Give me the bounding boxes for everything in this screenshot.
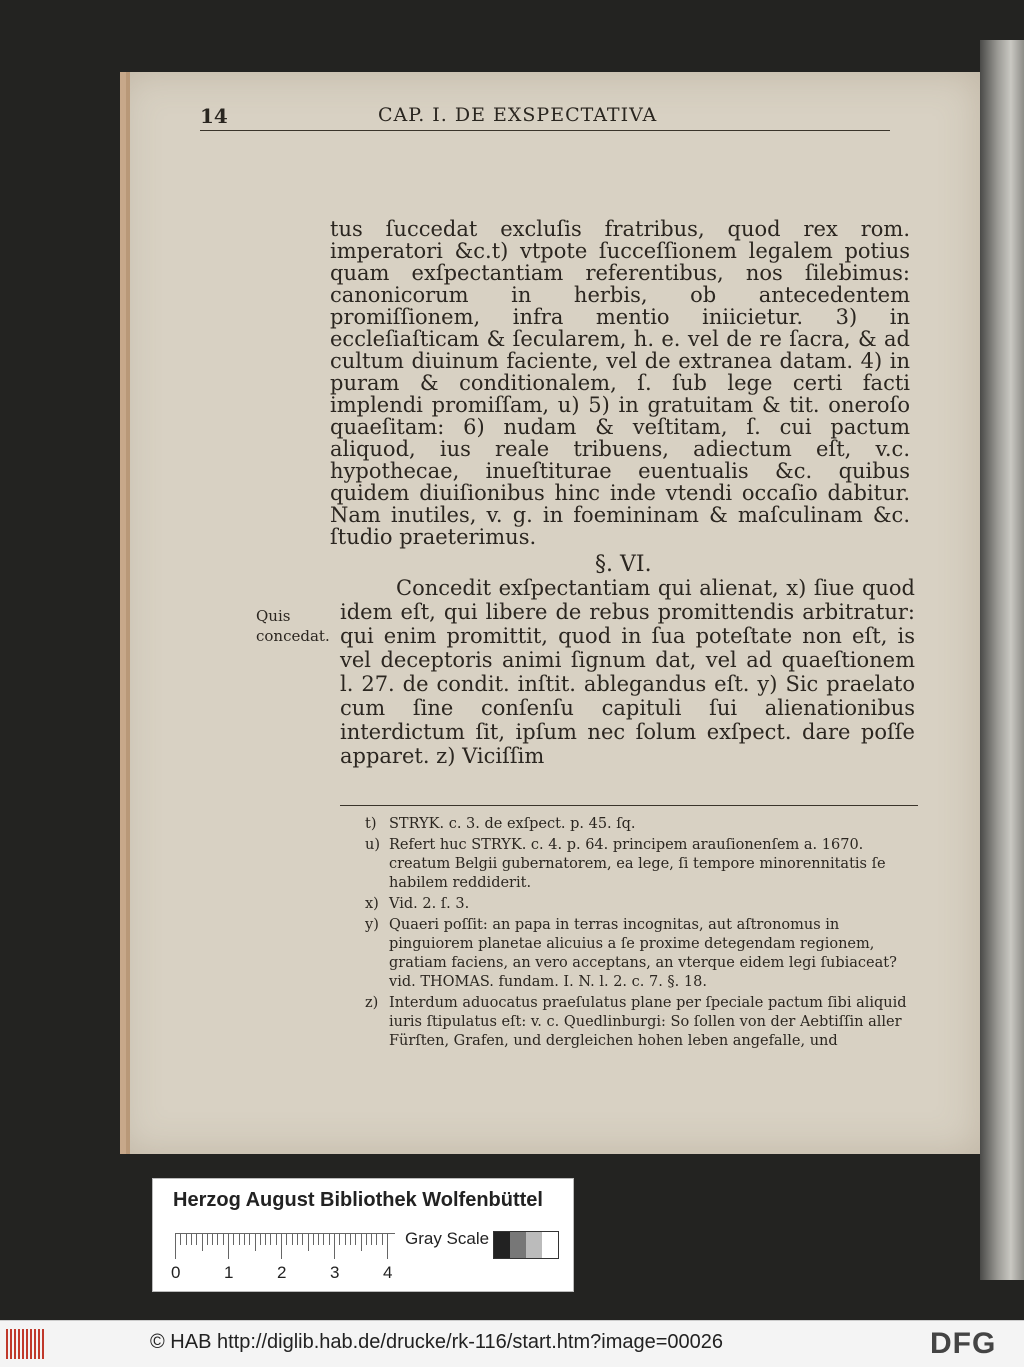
footnote-label: z) [365, 995, 379, 1011]
viewer-footer [0, 1320, 1024, 1367]
ruler-tick [302, 1233, 303, 1245]
footnote-label: x) [365, 896, 379, 912]
ruler-tick [196, 1233, 197, 1245]
main-paragraph-2: Concedit exſpectantiam qui alienat, x) ſiue quod idem eſt, qui libere de rebus promittendis arbitratur: qui enim promittit, quod in ſua poteſtate non eſt, is vel deceptoris animi ſignum dat, vel ad quaeſtionem l. 27. de condit. inſtit. ablegandus eſt. y) Sic praelato cum ſine conſenſu capituli ſui alienationibus interdictum ſit, ipſum nec ſolum exſpect. dare poſſe apparet. z) Viciſſim [340, 576, 915, 768]
footnote [365, 815, 920, 834]
ruler-tick [223, 1233, 224, 1245]
ruler-label: 3 [330, 1263, 340, 1282]
ruler-tick [270, 1233, 271, 1245]
page-number: 14 [200, 104, 228, 128]
ruler-tick [212, 1233, 213, 1245]
footnote-label: u) [365, 837, 380, 853]
copyright-link[interactable]: © HAB http://diglib.hab.de/drucke/rk-116/start.htm?image=00026 [150, 1331, 724, 1353]
ruler-label: 1 [224, 1263, 234, 1282]
ruler-tick [318, 1233, 319, 1245]
ruler-tick [308, 1233, 309, 1251]
ruler-tick [244, 1233, 245, 1245]
margin-note: Quis concedat. [256, 607, 330, 645]
footnote [365, 895, 920, 914]
ruler-tick [202, 1233, 203, 1251]
dfg-logo: DFG [930, 1327, 997, 1360]
footnote [365, 916, 920, 992]
ruler-tick [371, 1233, 372, 1245]
ruler-tick [297, 1233, 298, 1245]
footnote-text: Refert huc STRYK. c. 4. p. 64. principem arauſionenſem a. 1670. creatum Belgii gubernatorem, ea lege, ſi tempore minorennitatis ſe habilem reddiderit. [389, 837, 886, 891]
ruler-tick [387, 1233, 388, 1259]
ruler-tick [350, 1233, 351, 1245]
footnotes [365, 815, 920, 1053]
running-head [200, 104, 890, 128]
ruler-tick [329, 1233, 330, 1245]
ruler-tick [313, 1233, 314, 1245]
chapter-title: CAP. I. DE EXSPECTATIVA [378, 104, 658, 126]
ruler-tick [345, 1233, 346, 1245]
ruler-tick [217, 1233, 218, 1245]
ruler-tick [276, 1233, 277, 1245]
paragraph-text: tus ſuccedat excluſis fratribus, quod rex rom. imperatori &c.t) vtpote ſucceſſionem legalem potius quam exſpectantiam referentibus, nos ſilebimus: canonicorum in herbis, ob antecedentem promiſſionem, infra mentio iniicietur. 3) in eccleſiaſticam & ſecularem, h. e. vel de re ſacra, & ad cultum diuinum faciente, vel de extranea datam. 4) in puram & conditionalem, ſ. ſub lege certi facti implendi promiſſam, u) 5) in gratuitam & tit. oneroſo quaeſitam: 6) nudam & veſtitam, ſ. cui pactum aliquod, ius reale tribuens, adiectum eſt, v.c. hypothecae, inueſtiturae euentualis &c. quibus quidem diuiſionibus hinc inde vtendi occaſio dabitur. Nam inutiles, v. g. in foemininam & maſculinam &c. ſtudio praeterimus. [330, 217, 910, 549]
footnote-label: y) [365, 917, 379, 933]
ruler-tick [334, 1233, 335, 1259]
ruler-tick [292, 1233, 293, 1245]
ruler-tick [255, 1233, 256, 1251]
gray-swatches [493, 1231, 559, 1259]
footnote-rule [340, 805, 918, 806]
ruler-tick [249, 1233, 250, 1245]
ruler-tick [366, 1233, 367, 1245]
ruler-tick [186, 1233, 187, 1245]
footnote [365, 994, 920, 1051]
footnote-text: STRYK. c. 3. de exſpect. p. 45. ſq. [389, 816, 636, 832]
ruler-tick [191, 1233, 192, 1245]
gray-swatch [510, 1232, 526, 1258]
gray-swatch [494, 1232, 510, 1258]
scan-edge-strip [980, 40, 1024, 1280]
ruler-baseline [175, 1233, 395, 1234]
gray-swatch [542, 1232, 558, 1258]
ruler-label: 2 [277, 1263, 287, 1282]
ruler-tick [339, 1233, 340, 1245]
ruler-tick [376, 1233, 377, 1245]
section-heading: §. VI. [595, 552, 652, 577]
ruler-tick [260, 1233, 261, 1245]
barcode-icon [6, 1329, 46, 1359]
ruler-tick [207, 1233, 208, 1245]
footnote [365, 836, 920, 893]
footnote-text: Quaeri poſſit: an papa in terras incognitas, aut aſtronomus in pinguiorem planetae alicuius a ſe proxime detegendam regionem, gratiam faciens, an vero acceptans, an vterque eidem legi ſubiaceat? vid. THOMAS. fundam. I. N. l. 2. c. 7. §. 18. [389, 917, 897, 990]
scale-ruler [175, 1233, 395, 1261]
gray-scale-label: Gray Scale [405, 1229, 490, 1248]
gray-swatch [526, 1232, 542, 1258]
ruler-tick [239, 1233, 240, 1245]
ruler-tick [228, 1233, 229, 1259]
ruler-tick [323, 1233, 324, 1245]
ruler-tick [175, 1233, 176, 1259]
footnote-text: Vid. 2. ſ. 3. [389, 896, 470, 912]
ruler-tick [382, 1233, 383, 1245]
ruler-tick [180, 1233, 181, 1245]
ruler-tick [233, 1233, 234, 1245]
color-target-card [152, 1178, 574, 1292]
footnote-text: Interdum aduocatus praeſulatus plane per ſpeciale pactum ſibi aliquid iuris ſtipulatus eſt: v. c. Quedlinburgi: So ſollen von der Aebtiſſin aller Fürſten, Grafen, und dergleichen hohen leben angefalle, und [389, 995, 907, 1049]
ruler-tick [281, 1233, 282, 1259]
footnote-label: t) [365, 816, 377, 832]
header-rule [200, 130, 890, 131]
ruler-tick [286, 1233, 287, 1245]
ruler-label: 4 [383, 1263, 393, 1282]
ruler-tick [265, 1233, 266, 1245]
ruler-label: 0 [171, 1263, 181, 1282]
main-paragraph-1 [330, 218, 910, 548]
ruler-tick [355, 1233, 356, 1245]
ruler-tick [361, 1233, 362, 1251]
library-name: Herzog August Bibliothek Wolfenbüttel [173, 1189, 543, 1211]
